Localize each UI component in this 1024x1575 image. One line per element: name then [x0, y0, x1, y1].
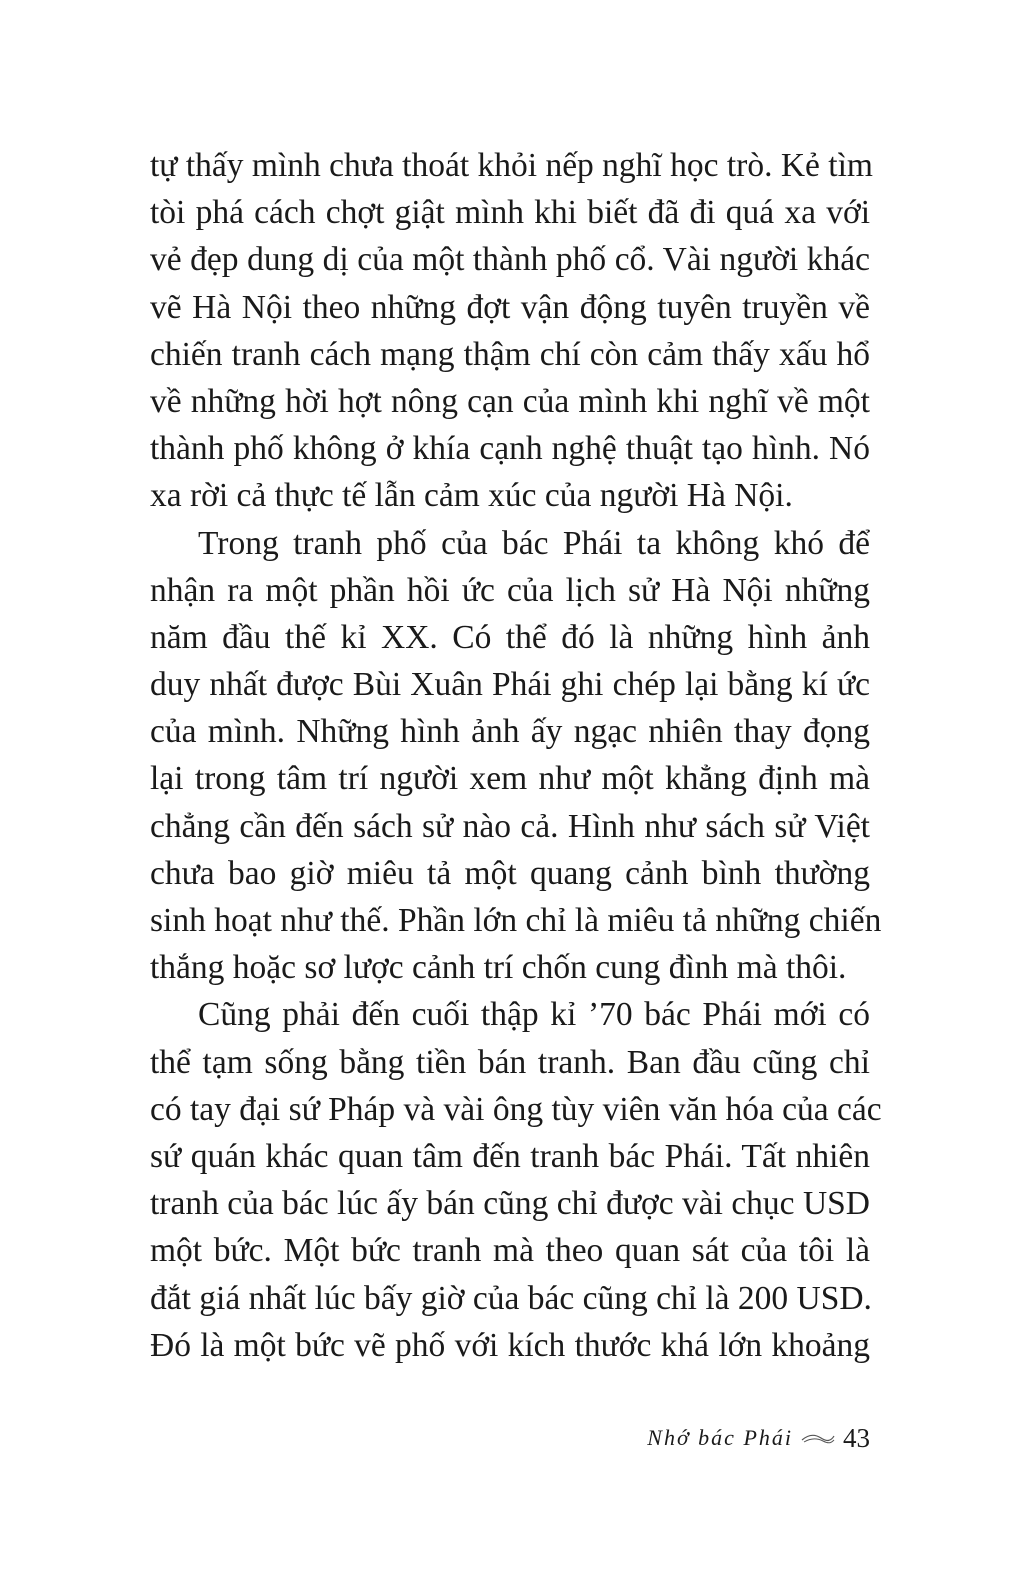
paragraph	[150, 142, 873, 520]
text-line: Đó là một bức vẽ phố với kích thước khá lớn khoảng	[150, 1326, 870, 1364]
page-footer	[647, 1418, 870, 1458]
text-line: năm đầu thế kỉ XX. Có thể đó là những hình ảnh	[150, 618, 870, 656]
body-text	[150, 142, 882, 1369]
text-line: của mình. Những hình ảnh ấy ngạc nhiên thay đọng	[150, 713, 870, 751]
text-line: tòi phá cách chợt giật mình khi biết đã đi quá xa với	[150, 194, 870, 232]
text-line: Cũng phải đến cuối thập kỉ ’70 bác Phái mới có	[198, 996, 870, 1034]
text-line: thành phố không ở khía cạnh nghệ thuật tạo hình. Nó	[150, 430, 870, 468]
text-line: chẳng cần đến sách sử nào cả. Hình như sách sử Việt	[150, 807, 870, 845]
running-title: Nhớ bác Phái	[647, 1425, 793, 1450]
text-line: về những hời hợt nông cạn của mình khi nghĩ về một	[150, 382, 870, 420]
text-line: chiến tranh cách mạng thậm chí còn cảm thấy xấu hổ	[150, 335, 870, 373]
text-line: tranh của bác lúc ấy bán cũng chỉ được vài chục USD	[150, 1185, 870, 1223]
text-line: lại trong tâm trí người xem như một khẳng định mà	[150, 760, 870, 798]
page-number: 43	[843, 1422, 870, 1453]
text-line: vẻ đẹp dung dị của một thành phố cổ. Vài người khác	[150, 241, 870, 279]
text-line: thể tạm sống bằng tiền bán tranh. Ban đầu cũng chỉ	[150, 1043, 870, 1081]
text-line: một bức. Một bức tranh mà theo quan sát của tôi là	[150, 1232, 870, 1270]
text-line: có tay đại sứ Pháp và vài ông tùy viên văn hóa của các	[150, 1090, 882, 1128]
text-line: tự thấy mình chưa thoát khỏi nếp nghĩ học trò. Kẻ tìm	[150, 147, 873, 184]
text-line: đắt giá nhất lúc bấy giờ của bác cũng chỉ là 200 USD.	[150, 1279, 872, 1317]
text-line: sinh hoạt như thế. Phần lớn chỉ là miêu tả những chiến	[150, 902, 882, 939]
text-line: Trong tranh phố của bác Phái ta không khó để	[198, 524, 870, 562]
text-line: xa rời cả thực tế lẫn cảm xúc của người Hà Nội.	[150, 477, 793, 515]
flourish-ornament-icon	[801, 1431, 835, 1445]
text-line: duy nhất được Bùi Xuân Phái ghi chép lại bằng kí ức	[150, 666, 870, 704]
text-line: vẽ Hà Nội theo những đợt vận động tuyên truyền về	[150, 288, 870, 326]
text-line: nhận ra một phần hồi ức của lịch sử Hà Nội những	[150, 571, 870, 609]
paragraph	[150, 520, 882, 992]
text-line: thắng hoặc sơ lược cảnh trí chốn cung đình mà thôi.	[150, 949, 847, 987]
text-line: sứ quán khác quan tâm đến tranh bác Phái. Tất nhiên	[150, 1137, 870, 1175]
paragraph	[150, 991, 882, 1369]
text-line: chưa bao giờ miêu tả một quang cảnh bình thường	[150, 854, 870, 892]
